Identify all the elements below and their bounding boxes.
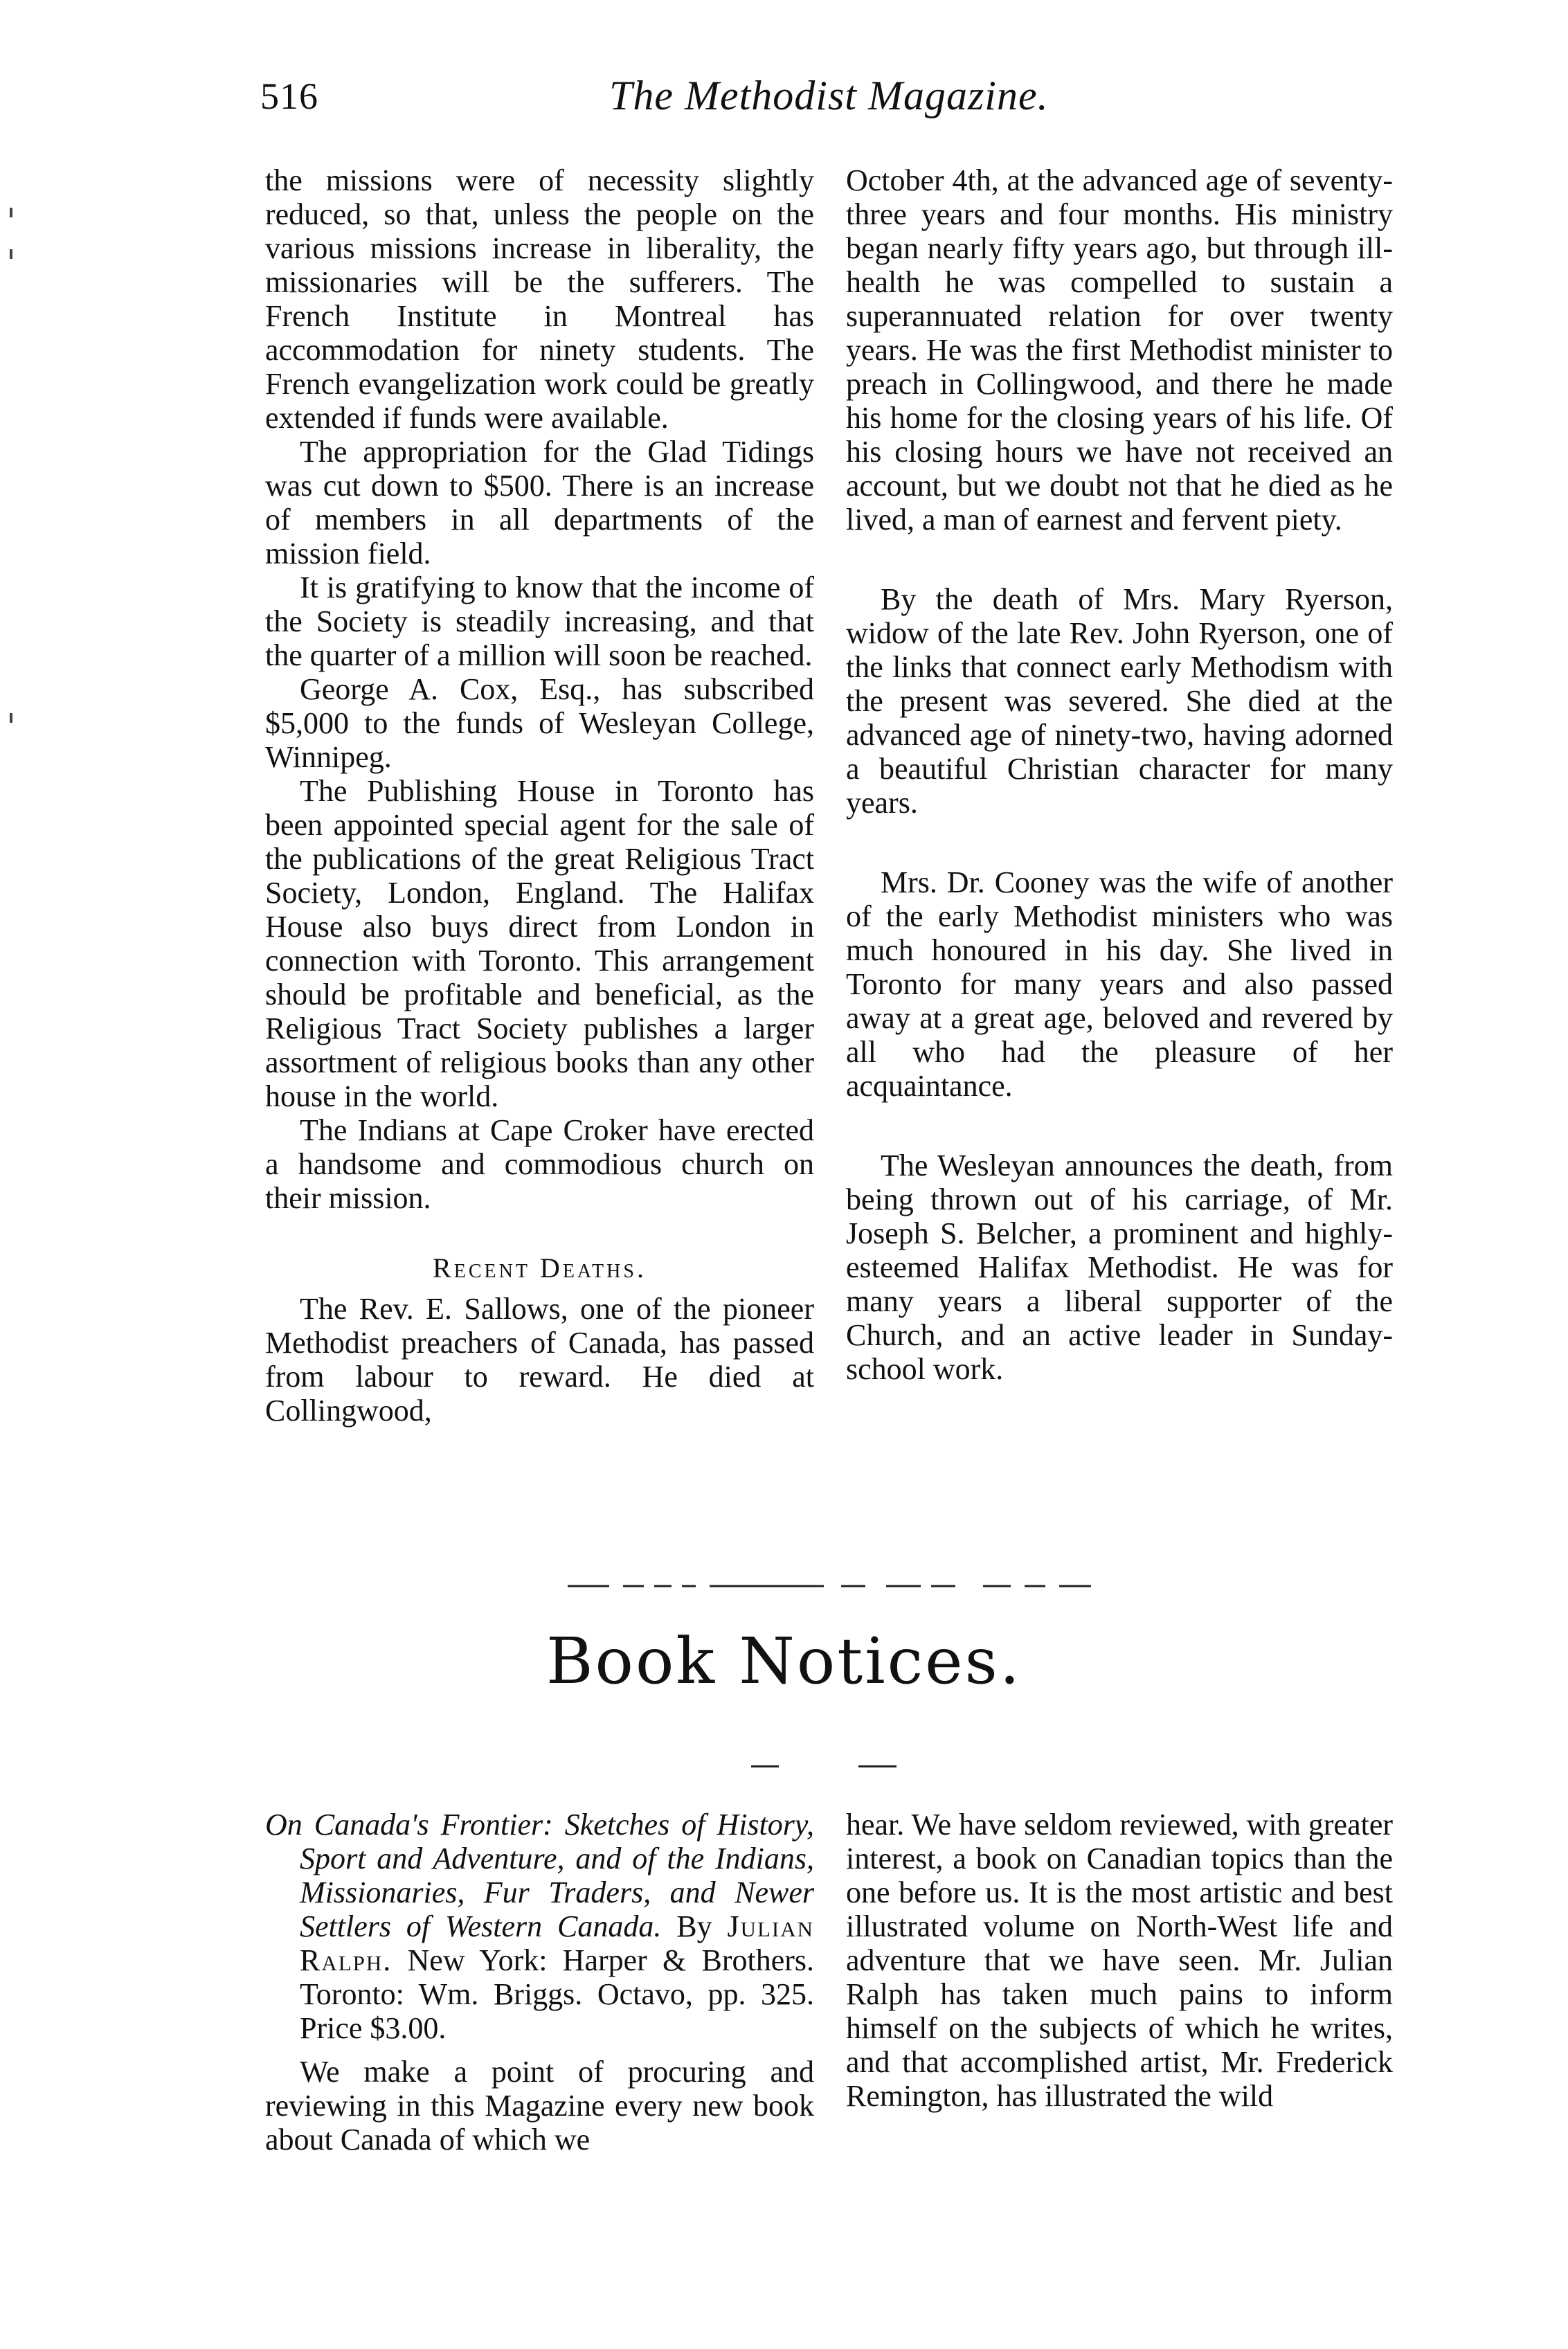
book-title: On Canada's Frontier: Sketches of History, Sport and Adventure, and of the Indians, Missionaries, Fur Traders, and Newer Settlers of Western Canada. bbox=[265, 1808, 814, 1943]
paragraph: George A. Cox, Esq., has subscribed $5,000 to the funds of Wesleyan College, Winnipeg. bbox=[265, 672, 814, 774]
left-column bbox=[265, 163, 814, 1428]
book-publisher: New York: Harper & Brothers. Toronto: Wm. Briggs. Octavo, pp. 325. Price $3.00. bbox=[300, 1943, 814, 2045]
section-divider bbox=[568, 1583, 1091, 1590]
running-title: The Methodist Magazine. bbox=[609, 73, 1049, 118]
paragraph: Mrs. Dr. Cooney was the wife of another of the early Methodist ministers who was much honoured in his day. She lived in Toronto for many years and also passed away at a great age, beloved and revered by all who had the pleasure of her acquaintance. bbox=[846, 865, 1393, 1103]
paragraph: The Indians at Cape Croker have erected a handsome and commodious church on their mission. bbox=[265, 1113, 814, 1215]
paragraph: hear. We have seldom reviewed, with greater interest, a book on Canadian topics than the one before us. It is the most artistic and best illustrated volume on North-West life and adventure that we have seen. Mr. Julian Ralph has taken much pains to inform himself on the subjects of which he writes, and that accomplished artist, Mr. Frederick Remington, has illustrated the wild bbox=[846, 1808, 1393, 2113]
page-number: 516 bbox=[260, 75, 318, 117]
title-rule bbox=[858, 1765, 896, 1767]
margin-mark bbox=[10, 208, 12, 217]
title-rule bbox=[751, 1765, 779, 1767]
book-citation bbox=[265, 1808, 814, 2045]
margin-mark bbox=[10, 713, 12, 723]
book-notice-right-column bbox=[846, 1808, 1393, 2113]
recent-deaths-heading: Recent Deaths. bbox=[433, 1252, 647, 1284]
paragraph: By the death of Mrs. Mary Ryerson, widow of the late Rev. John Ryerson, one of the links that connect early Methodism with the present was severed. She died at the advanced age of ninety-two, having adorned a beautiful Christian character for many years. bbox=[846, 582, 1393, 820]
paragraph: The Publishing House in Toronto has been appointed special agent for the sale of the publications of the great Religious Tract Society, London, England. The Halifax House also buys direct from London in connection with Toronto. This arrangement should be profitable and beneficial, as the Religious Tract Society publishes a larger assortment of religious books than any other house in the world. bbox=[265, 774, 814, 1113]
paragraph: The Wesleyan announces the death, from being thrown out of his carriage, of Mr. Joseph S. Belcher, a prominent and highly-esteemed Halifax Methodist. He was for many years a liberal supporter of the Church, and an active leader in Sunday-school work. bbox=[846, 1149, 1393, 1386]
book-notices-title: Book Notices. bbox=[546, 1624, 1022, 1698]
paragraph: The Rev. E. Sallows, one of the pioneer Methodist preachers of Canada, has passed from labour to reward. He died at Collingwood, bbox=[265, 1292, 814, 1428]
right-column bbox=[846, 163, 1393, 1386]
paragraph: The appropriation for the Glad Tidings was cut down to $500. There is an increase of members in all departments of the mission field. bbox=[265, 435, 814, 570]
paragraph: We make a point of procuring and reviewing in this Magazine every new book about Canada of which we bbox=[265, 2055, 814, 2157]
paragraph: the missions were of necessity slightly reduced, so that, unless the people on the various missions increase in liberality, the missionaries will be the sufferers. The French Institute in Montreal has accommodation for ninety students. The French evangelization work could be greatly extended if funds were available. bbox=[265, 163, 814, 435]
margin-mark bbox=[10, 249, 12, 259]
citation-by: By bbox=[676, 1909, 712, 1943]
paragraph: October 4th, at the advanced age of seventy-three years and four months. His ministry began nearly fifty years ago, but through ill-health he was compelled to sustain a superannuated relation for over twenty years. He was the first Methodist minister to preach in Collingwood, and there he made his home for the closing years of his life. Of his closing hours we have not received an account, but we doubt not that he died as he lived, a man of earnest and fervent piety. bbox=[846, 163, 1393, 537]
paragraph: It is gratifying to know that the income of the Society is steadily increasing, and that the quarter of a million will soon be reached. bbox=[265, 570, 814, 672]
book-notice-left-column bbox=[265, 1808, 814, 2157]
book-author: Julian Ralph. bbox=[300, 1909, 815, 1977]
